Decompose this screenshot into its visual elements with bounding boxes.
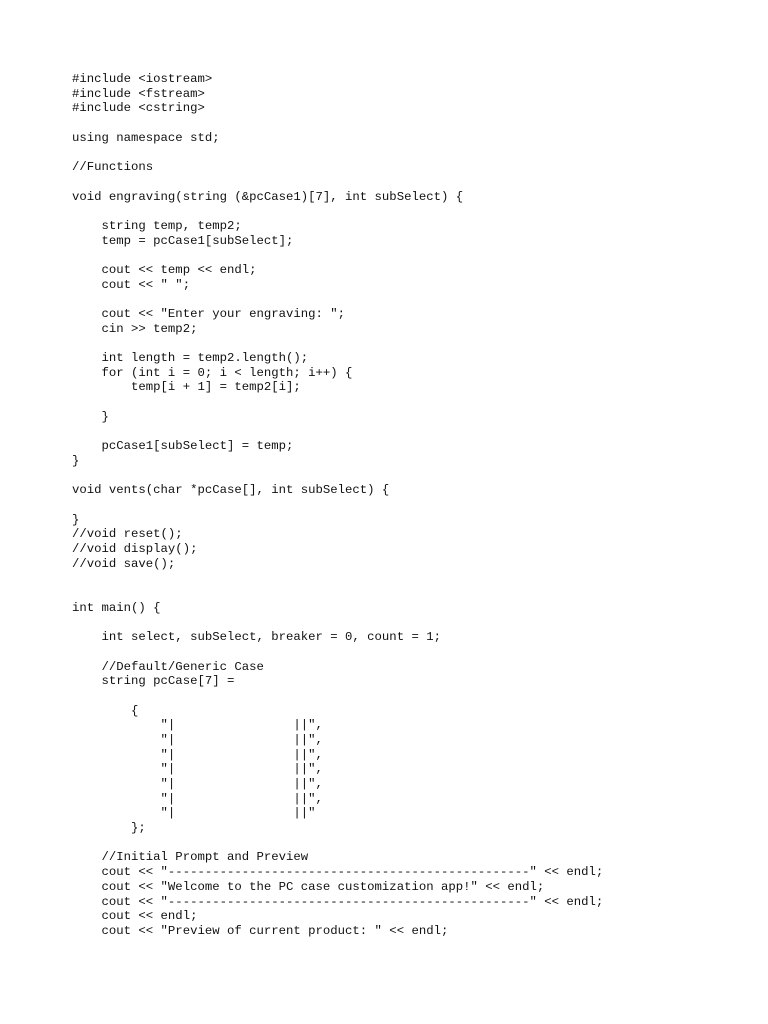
code-line: #include <fstream> [72, 86, 205, 101]
code-line [72, 395, 732, 410]
code-line: void vents(char *pcCase[], int subSelect) { [72, 483, 390, 498]
code-line: cout << "Welcome to the PC case customization app!" << endl; [72, 879, 545, 894]
code-line: "| ||", [72, 747, 323, 762]
code-line: cout << "Enter your engraving: "; [72, 307, 346, 321]
code-line: cout << temp << endl; [72, 262, 257, 277]
code-line: #include <cstring> [72, 101, 205, 116]
code-line: string pcCase[7] = [72, 674, 235, 689]
source-code-listing [72, 72, 732, 939]
code-line: int main() { [72, 600, 161, 615]
code-line: int select, subSelect, breaker = 0, count = 1; [72, 630, 441, 645]
code-line: //Default/Generic Case [72, 659, 264, 674]
code-line [72, 248, 732, 263]
code-line [72, 586, 732, 601]
code-line: }; [72, 821, 146, 836]
code-line: int length = temp2.length(); [72, 351, 309, 366]
code-line: cout << "-------------------------------------------------" << endl; [72, 865, 604, 880]
code-line [72, 836, 732, 851]
code-line: } [72, 512, 80, 527]
code-line: //void display(); [72, 542, 198, 556]
code-line [72, 571, 732, 586]
code-line: "| ||", [72, 732, 323, 747]
code-line: using namespace std; [72, 130, 220, 145]
code-line: pcCase1[subSelect] = temp; [72, 439, 294, 454]
code-line [72, 204, 732, 219]
code-line: //Initial Prompt and Preview [72, 850, 309, 865]
code-line: string temp, temp2; [72, 218, 242, 233]
code-line: //void reset(); [72, 527, 183, 542]
code-line: cout << " "; [72, 277, 191, 292]
code-line [72, 469, 732, 484]
code-line [72, 336, 732, 351]
code-line: for (int i = 0; i < length; i++) { [72, 365, 353, 380]
code-line: cin >> temp2; [72, 321, 198, 336]
code-line: cout << "Preview of current product: " << endl; [72, 923, 449, 938]
code-line [72, 116, 732, 131]
code-line: cout << endl; [72, 909, 198, 924]
code-line [72, 425, 732, 440]
code-line: temp[i + 1] = temp2[i]; [72, 380, 301, 395]
code-line [72, 615, 732, 630]
code-line: "| ||", [72, 791, 323, 806]
code-line: //void save(); [72, 556, 176, 571]
code-line [72, 145, 732, 160]
code-line [72, 645, 732, 660]
code-line: void engraving(string (&pcCase1)[7], int subSelect) { [72, 189, 464, 204]
code-line: "| ||", [72, 777, 323, 791]
code-line: "| ||", [72, 718, 323, 733]
code-line [72, 498, 732, 513]
code-line: } [72, 409, 109, 424]
code-line: //Functions [72, 160, 154, 175]
code-line: "| ||" [72, 806, 316, 821]
code-line: cout << "-------------------------------------------------" << endl; [72, 894, 604, 909]
code-line: } [72, 453, 80, 468]
code-line: "| ||", [72, 762, 323, 777]
code-line [72, 292, 732, 307]
code-line: temp = pcCase1[subSelect]; [72, 233, 294, 248]
code-line: #include <iostream> [72, 72, 213, 86]
code-line [72, 175, 732, 190]
code-line [72, 689, 732, 704]
code-line: { [72, 703, 139, 718]
